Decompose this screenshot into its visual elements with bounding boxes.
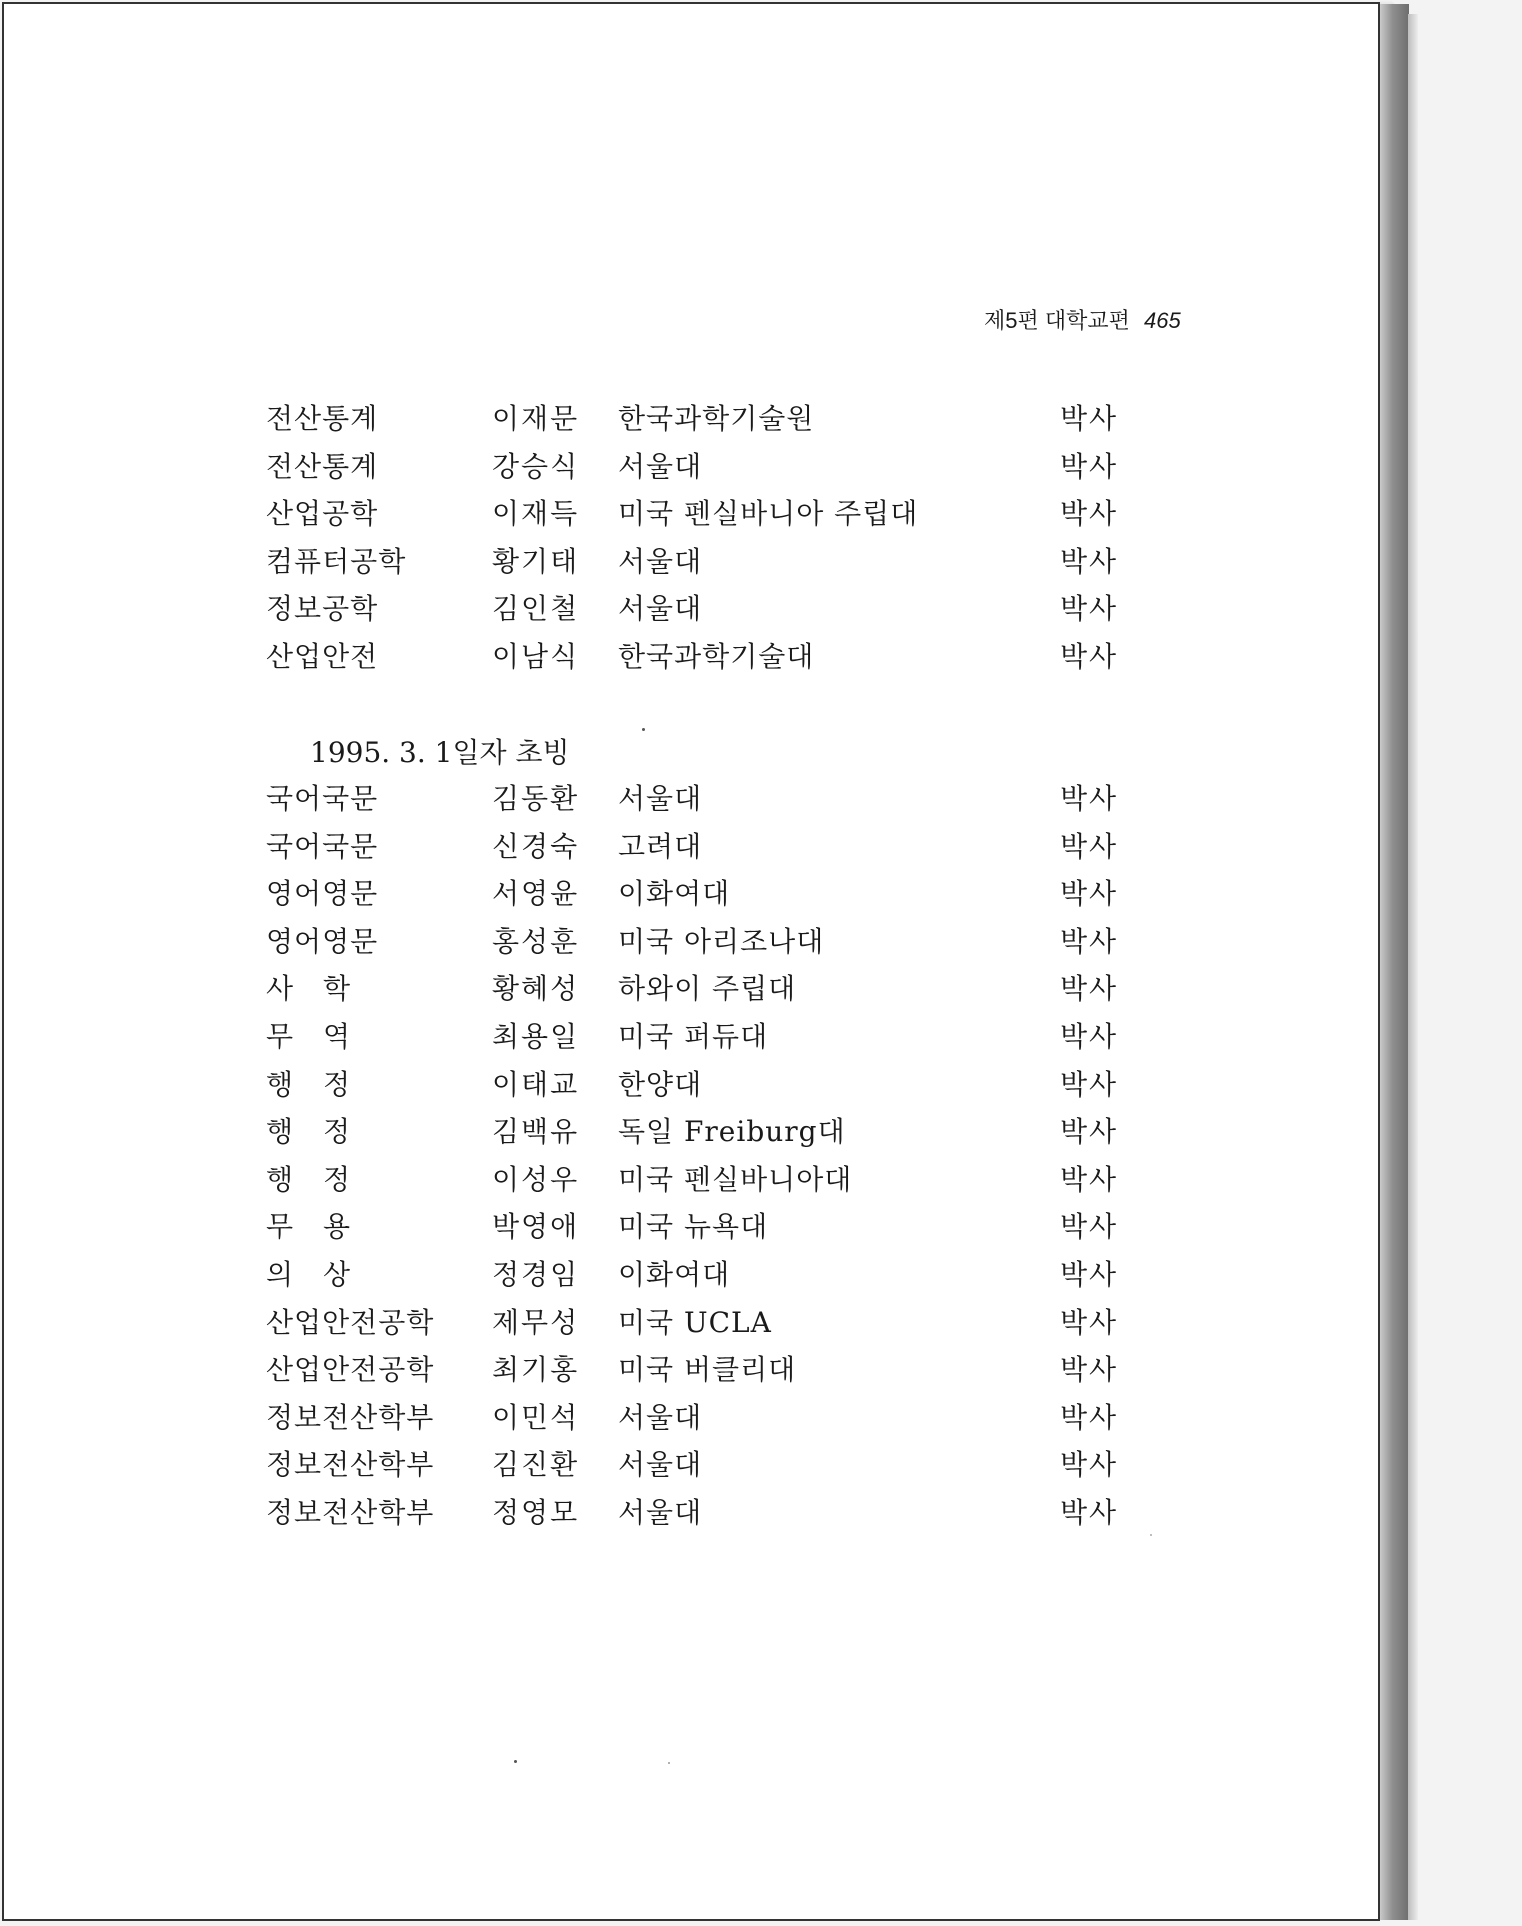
book-page bbox=[2, 2, 1380, 1921]
university-cell: 서울대 bbox=[618, 1448, 703, 1482]
name-cell: 정경임 bbox=[492, 1258, 580, 1291]
university-cell: 미국 펜실바니아대 bbox=[618, 1162, 853, 1196]
degree-cell: 박사 bbox=[1060, 402, 1119, 435]
university-cell: 한국과학기술원 bbox=[618, 402, 815, 435]
name-cell: 김인철 bbox=[492, 592, 580, 626]
name-cell: 홍성훈 bbox=[492, 924, 580, 958]
scan-speck bbox=[514, 1760, 517, 1763]
name-cell: 김동환 bbox=[492, 782, 580, 815]
name-cell: 정영모 bbox=[492, 1496, 580, 1529]
degree-cell: 박사 bbox=[1060, 640, 1119, 673]
scan-speck bbox=[1150, 1534, 1152, 1536]
department-cell: 사 학 bbox=[266, 972, 352, 1006]
name-cell: 서영윤 bbox=[492, 877, 580, 911]
university-cell: 서울대 bbox=[618, 782, 703, 815]
university-cell: 서울대 bbox=[618, 592, 703, 626]
degree-cell: 박사 bbox=[1060, 1305, 1119, 1339]
degree-cell: 박사 bbox=[1060, 1067, 1119, 1101]
university-cell: 서울대 bbox=[618, 1496, 703, 1529]
department-cell: 정보공학 bbox=[266, 592, 379, 626]
name-cell: 이재문 bbox=[492, 402, 580, 435]
name-cell: 제무성 bbox=[492, 1305, 580, 1339]
university-cell: 서울대 bbox=[618, 1400, 703, 1434]
name-cell: 이민석 bbox=[492, 1400, 580, 1434]
university-cell: 한양대 bbox=[618, 1067, 703, 1101]
university-cell: 한국과학기술대 bbox=[618, 640, 815, 673]
department-cell: 영어영문 bbox=[266, 924, 379, 958]
department-cell: 정보전산학부 bbox=[266, 1496, 435, 1529]
degree-cell: 박사 bbox=[1060, 829, 1119, 863]
department-cell: 전산통계 bbox=[266, 402, 379, 435]
section-title-1995-appointments: 1995. 3. 1일자 초빙 bbox=[310, 736, 570, 769]
name-cell: 김백유 bbox=[492, 1115, 580, 1149]
university-cell: 미국 펜실바니아 주립대 bbox=[618, 497, 919, 531]
degree-cell: 박사 bbox=[1060, 924, 1119, 958]
name-cell: 황혜성 bbox=[492, 972, 580, 1006]
department-cell: 행 정 bbox=[266, 1162, 352, 1196]
degree-cell: 박사 bbox=[1060, 1162, 1119, 1196]
degree-cell: 박사 bbox=[1060, 877, 1119, 911]
name-cell: 황기태 bbox=[492, 544, 580, 578]
running-header bbox=[984, 304, 1181, 335]
name-cell: 이재득 bbox=[492, 497, 580, 531]
running-header-section: 제5편 대학교편 bbox=[984, 308, 1130, 333]
degree-cell: 박사 bbox=[1060, 544, 1119, 578]
degree-cell: 박사 bbox=[1060, 1496, 1119, 1529]
department-cell: 국어국문 bbox=[266, 829, 379, 863]
name-cell: 박영애 bbox=[492, 1210, 580, 1244]
department-cell: 전산통계 bbox=[266, 449, 379, 483]
degree-cell: 박사 bbox=[1060, 1258, 1119, 1291]
department-cell: 행 정 bbox=[266, 1067, 352, 1101]
name-cell: 이남식 bbox=[492, 640, 580, 673]
university-cell: 서울대 bbox=[618, 544, 703, 578]
department-cell: 무 역 bbox=[266, 1020, 352, 1053]
name-cell: 이성우 bbox=[492, 1162, 580, 1196]
university-cell: 이화여대 bbox=[618, 877, 731, 911]
university-cell: 고려대 bbox=[618, 829, 703, 863]
department-cell: 정보전산학부 bbox=[266, 1448, 435, 1482]
degree-cell: 박사 bbox=[1060, 497, 1119, 531]
university-cell: 독일 Freiburg대 bbox=[618, 1115, 846, 1149]
name-cell: 최기홍 bbox=[492, 1353, 580, 1387]
university-cell: 하와이 주립대 bbox=[618, 972, 797, 1006]
university-cell: 이화여대 bbox=[618, 1258, 731, 1291]
department-cell: 산업공학 bbox=[266, 497, 379, 531]
university-cell: 미국 버클리대 bbox=[618, 1353, 797, 1387]
university-cell: 미국 퍼듀대 bbox=[618, 1020, 769, 1053]
department-cell: 산업안전 bbox=[266, 640, 379, 673]
name-cell: 강승식 bbox=[492, 449, 580, 483]
department-cell: 정보전산학부 bbox=[266, 1400, 435, 1434]
department-cell: 산업안전공학 bbox=[266, 1305, 435, 1339]
name-cell: 김진환 bbox=[492, 1448, 580, 1482]
degree-cell: 박사 bbox=[1060, 782, 1119, 815]
university-cell: 미국 아리조나대 bbox=[618, 924, 825, 958]
scan-speck bbox=[642, 728, 645, 731]
department-cell: 국어국문 bbox=[266, 782, 379, 815]
department-cell: 컴퓨터공학 bbox=[266, 544, 407, 578]
department-cell: 산업안전공학 bbox=[266, 1353, 435, 1387]
degree-cell: 박사 bbox=[1060, 1210, 1119, 1244]
page-thickness-edge bbox=[1378, 4, 1409, 1920]
name-cell: 최용일 bbox=[492, 1020, 580, 1053]
university-cell: 미국 UCLA bbox=[618, 1305, 772, 1339]
university-cell: 미국 뉴욕대 bbox=[618, 1210, 769, 1244]
page-shadow bbox=[1408, 14, 1418, 1920]
degree-cell: 박사 bbox=[1060, 972, 1119, 1006]
department-cell: 의 상 bbox=[266, 1258, 352, 1291]
department-cell: 영어영문 bbox=[266, 877, 379, 911]
degree-cell: 박사 bbox=[1060, 449, 1119, 483]
university-cell: 서울대 bbox=[618, 449, 703, 483]
scan-speck bbox=[668, 1762, 670, 1764]
name-cell: 신경숙 bbox=[492, 829, 580, 863]
degree-cell: 박사 bbox=[1060, 1400, 1119, 1434]
name-cell: 이태교 bbox=[492, 1067, 580, 1101]
department-cell: 무 용 bbox=[266, 1210, 352, 1244]
page-number: 465 bbox=[1144, 308, 1181, 333]
degree-cell: 박사 bbox=[1060, 1115, 1119, 1149]
department-cell: 행 정 bbox=[266, 1115, 352, 1149]
degree-cell: 박사 bbox=[1060, 592, 1119, 626]
degree-cell: 박사 bbox=[1060, 1353, 1119, 1387]
degree-cell: 박사 bbox=[1060, 1020, 1119, 1053]
degree-cell: 박사 bbox=[1060, 1448, 1119, 1482]
